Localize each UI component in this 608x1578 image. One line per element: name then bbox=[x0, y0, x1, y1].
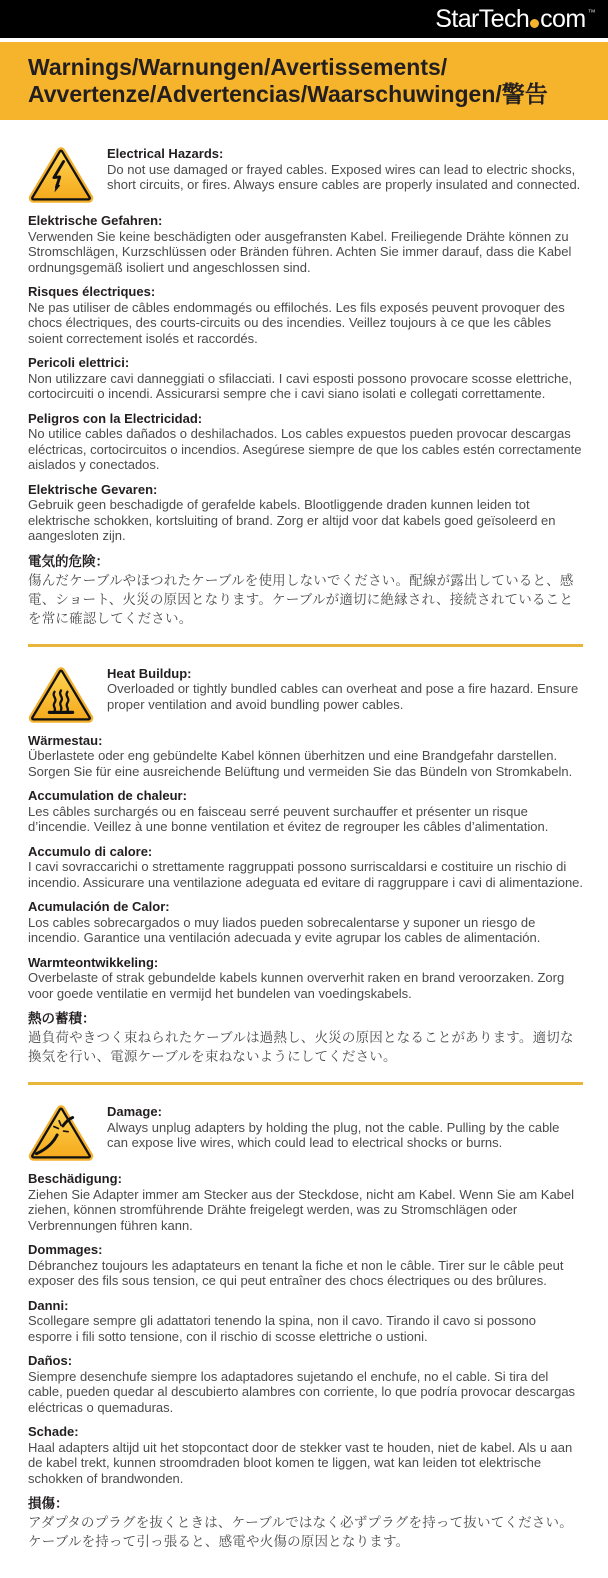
warning-title: 熱の蓄積： bbox=[28, 1011, 96, 1026]
warning-body: I cavi sovraccarichi o strettamente raggruppati possono surriscaldarsi e costituire un rischio di incendio. Assicurare una ventilazione adeguata ed evitare di raggruppare i cavi di alimentazione. bbox=[28, 859, 584, 890]
section-electrical-hazards bbox=[28, 146, 583, 628]
warning-entry bbox=[28, 213, 583, 275]
damage-icon bbox=[28, 1104, 94, 1162]
warning-entry bbox=[28, 955, 583, 1002]
banner-title-line1: Warnings/Warnungen/Avertissements/ bbox=[28, 54, 448, 80]
banner-title-line2: Avvertenze/Advertencias/Waarschuwingen/警告 bbox=[28, 81, 548, 107]
warning-body: Gebruik geen beschadigde of gerafelde kabels. Blootliggende draden kunnen leiden tot elektrische schokken, kortsluiting of brand. Zorg er altijd voor dat kabels goed geïsoleerd en aangesloten zijn. bbox=[28, 497, 556, 543]
warnings-content bbox=[0, 120, 608, 1578]
logo-dot-icon bbox=[530, 19, 539, 28]
warning-body: Verwenden Sie keine beschädigten oder ausgefransten Kabel. Freiliegende Drähte können zu Stromschlägen, Kurzschlüssen oder Bränden führen. Achten Sie immer darauf, dass die Kabel ordnungsgemäß isoliert und angeschlossen sind. bbox=[28, 228, 572, 275]
warning-entry bbox=[28, 844, 583, 891]
warning-title: Peligros con la Electricidad: bbox=[28, 410, 203, 426]
section-divider bbox=[28, 644, 583, 647]
warning-title: Accumulation de chaleur: bbox=[28, 788, 187, 803]
warning-title: Risques électriques: bbox=[28, 284, 156, 299]
section-heat-buildup bbox=[28, 666, 583, 1067]
section-damage bbox=[28, 1104, 583, 1551]
warning-body: Les câbles surchargés ou en faisceau serré peuvent surchauffer et présenter un risque d’incendie. Veillez à une bonne ventilation et évitez de regrouper les câbles d’alimentation. bbox=[28, 803, 549, 834]
warning-entry bbox=[107, 146, 583, 195]
warning-body: Do not use damaged or frayed cables. Exposed wires can lead to electric shocks, short circuits, or fires. Always ensure cables are properly insulated and connected. bbox=[107, 161, 581, 192]
warning-title: Schade: bbox=[28, 1424, 79, 1439]
warning-entry bbox=[28, 1495, 583, 1551]
warning-title: 損傷： bbox=[28, 1496, 69, 1511]
warning-entry bbox=[28, 1010, 583, 1066]
warning-title: Accumulo di calore: bbox=[28, 843, 153, 859]
warning-title: Wärmestau: bbox=[28, 732, 103, 748]
warning-title: Beschädigung: bbox=[28, 1171, 122, 1186]
warning-entry bbox=[28, 1298, 583, 1345]
warning-entry bbox=[107, 666, 583, 715]
warning-body: Non utilizzare cavi danneggiati o sfilacciati. I cavi esposti possono provocare scosse elettriche, cortocircuiti o incendi. Assicurarsi sempre che i cavi siano isolati e collegati correttamente. bbox=[28, 370, 573, 401]
warning-title: 電気的危険： bbox=[28, 553, 109, 569]
warning-title: Warmteontwikkeling: bbox=[28, 954, 159, 970]
warning-entry bbox=[28, 411, 583, 473]
warnings-banner bbox=[0, 42, 608, 120]
warning-entry bbox=[28, 355, 583, 402]
heat-buildup-icon bbox=[28, 666, 94, 724]
warning-entry bbox=[28, 482, 583, 544]
warning-entry bbox=[28, 899, 583, 946]
warning-body: Overbelaste of strak gebundelde kabels kunnen oververhit raken en brand veroorzaken. Zorg voor goede ventilatie en vermijd het bundelen van voedingskabels. bbox=[28, 970, 565, 1001]
warning-entry bbox=[28, 553, 583, 628]
warning-title: Acumulación de Calor: bbox=[28, 899, 170, 914]
warning-body: Haal adapters altijd uit het stopcontact door de stekker vast te houden, niet de kabel. Als u aan de kabel trekt, kunnen stroomdraden bloot komen te liggen, wat kan leiden tot elektrische schokken of brandwonden. bbox=[28, 1439, 573, 1486]
warning-title: Pericoli elettrici: bbox=[28, 355, 130, 370]
warning-body: Overloaded or tightly bundled cables can overheat and pose a fire hazard. Ensure proper ventilation and avoid bundling power cables. bbox=[107, 681, 579, 712]
warning-entry bbox=[28, 733, 583, 780]
warning-title: Damage: bbox=[107, 1104, 162, 1119]
logo-text-star: StarTech bbox=[435, 4, 530, 33]
warning-title: Electrical Hazards: bbox=[107, 146, 224, 161]
electrical-hazard-icon bbox=[28, 146, 94, 204]
warning-title: Elektrische Gevaren: bbox=[28, 481, 158, 497]
warning-body: Scollegare sempre gli adattatori tenendo la spina, non il cavo. Tirando il cavo si possono esporre i fili sotto tensione, con il rischio di scosse elettriche o ustioni. bbox=[28, 1313, 537, 1344]
warning-entry bbox=[28, 284, 583, 346]
warning-body: Überlastete oder eng gebündelte Kabel können überhitzen und eine Brandgefahr darstellen. Sorgen Sie für eine ausreichende Belüftung und vermeiden Sie das Bündeln von Stromkabeln. bbox=[28, 748, 573, 779]
warning-entry bbox=[107, 1104, 583, 1153]
warning-entry bbox=[28, 1242, 583, 1289]
warning-entry bbox=[28, 788, 583, 835]
warning-body: Siempre desenchufe siempre los adaptadores sujetando el enchufe, no el cable. Si tira del cable, pueden quedar al descubierto alambres con corriente, lo que podría provocar descargas eléctricas o quemaduras. bbox=[28, 1368, 576, 1415]
warning-body: アダプタのプラグを抜くときは、ケーブルではなく必ずプラグを持って抜いてください。ケーブルを持って引っ張ると、感電や火傷の原因となります。 bbox=[28, 1515, 573, 1549]
warning-title: Elektrische Gefahren: bbox=[28, 213, 163, 228]
warning-body: 傷んだケーブルやほつれたケーブルを使用しないでください。配線が露出していると、感電、ショート、火災の原因となります。ケーブルが適切に絶縁され、接続されていることを常に確認してください。 bbox=[28, 572, 574, 626]
warning-body: Débranchez toujours les adaptateurs en tenant la fiche et non le câble. Tirer sur le câble peut exposer des fils sous tension, ce qui peut entraîner des chocs électriques ou des brûlures. bbox=[28, 1257, 564, 1288]
warning-entry bbox=[28, 1424, 583, 1486]
trademark-symbol: ™ bbox=[587, 7, 595, 17]
startech-logo bbox=[435, 5, 595, 34]
logo-text-com: com bbox=[540, 4, 586, 33]
warning-body: No utilice cables dañados o deshilachados. Los cables expuestos pueden provocar descargas eléctricas, cortocircuitos o incendios. Asegúrese siempre de que los cables estén correctamente aislados y conectados. bbox=[28, 426, 582, 472]
section-divider bbox=[28, 1082, 583, 1085]
header-bar bbox=[0, 0, 608, 38]
warning-body: Always unplug adapters by holding the plug, not the cable. Pulling by the cable can expose live wires, which could lead to electrical shocks or burns. bbox=[107, 1119, 560, 1150]
warning-body: Ziehen Sie Adapter immer am Stecker aus der Steckdose, nicht am Kabel. Wenn Sie am Kabel ziehen, können stromführende Drähte freigelegt werden, was zu Stromschlägen oder Verbrennungen führen kann. bbox=[28, 1186, 575, 1233]
warning-body: Los cables sobrecargados o muy liados pueden sobrecalentarse y suponer un riesgo de incendio. Garantice una ventilación adecuada y evite agrupar los cables de alimentación. bbox=[28, 914, 541, 945]
warning-title: Heat Buildup: bbox=[107, 665, 192, 681]
warning-body: 過負荷やきつく束ねられたケーブルは過熱し、火災の原因となることがあります。適切な換気を行い、電源ケーブルを束ねないようにしてください。 bbox=[28, 1030, 574, 1064]
warning-body: Ne pas utiliser de câbles endommagés ou effilochés. Les fils exposés peuvent provoquer des chocs électriques, des courts-circuits ou des incendies. Veillez toujours à ce que les câbles soient correctement isolés et raccordés. bbox=[28, 299, 565, 346]
warning-title: Danni: bbox=[28, 1297, 69, 1313]
warning-title: Dommages: bbox=[28, 1242, 103, 1257]
warning-entry bbox=[28, 1171, 583, 1233]
warning-title: Daños: bbox=[28, 1353, 73, 1368]
warning-entry bbox=[28, 1353, 583, 1415]
